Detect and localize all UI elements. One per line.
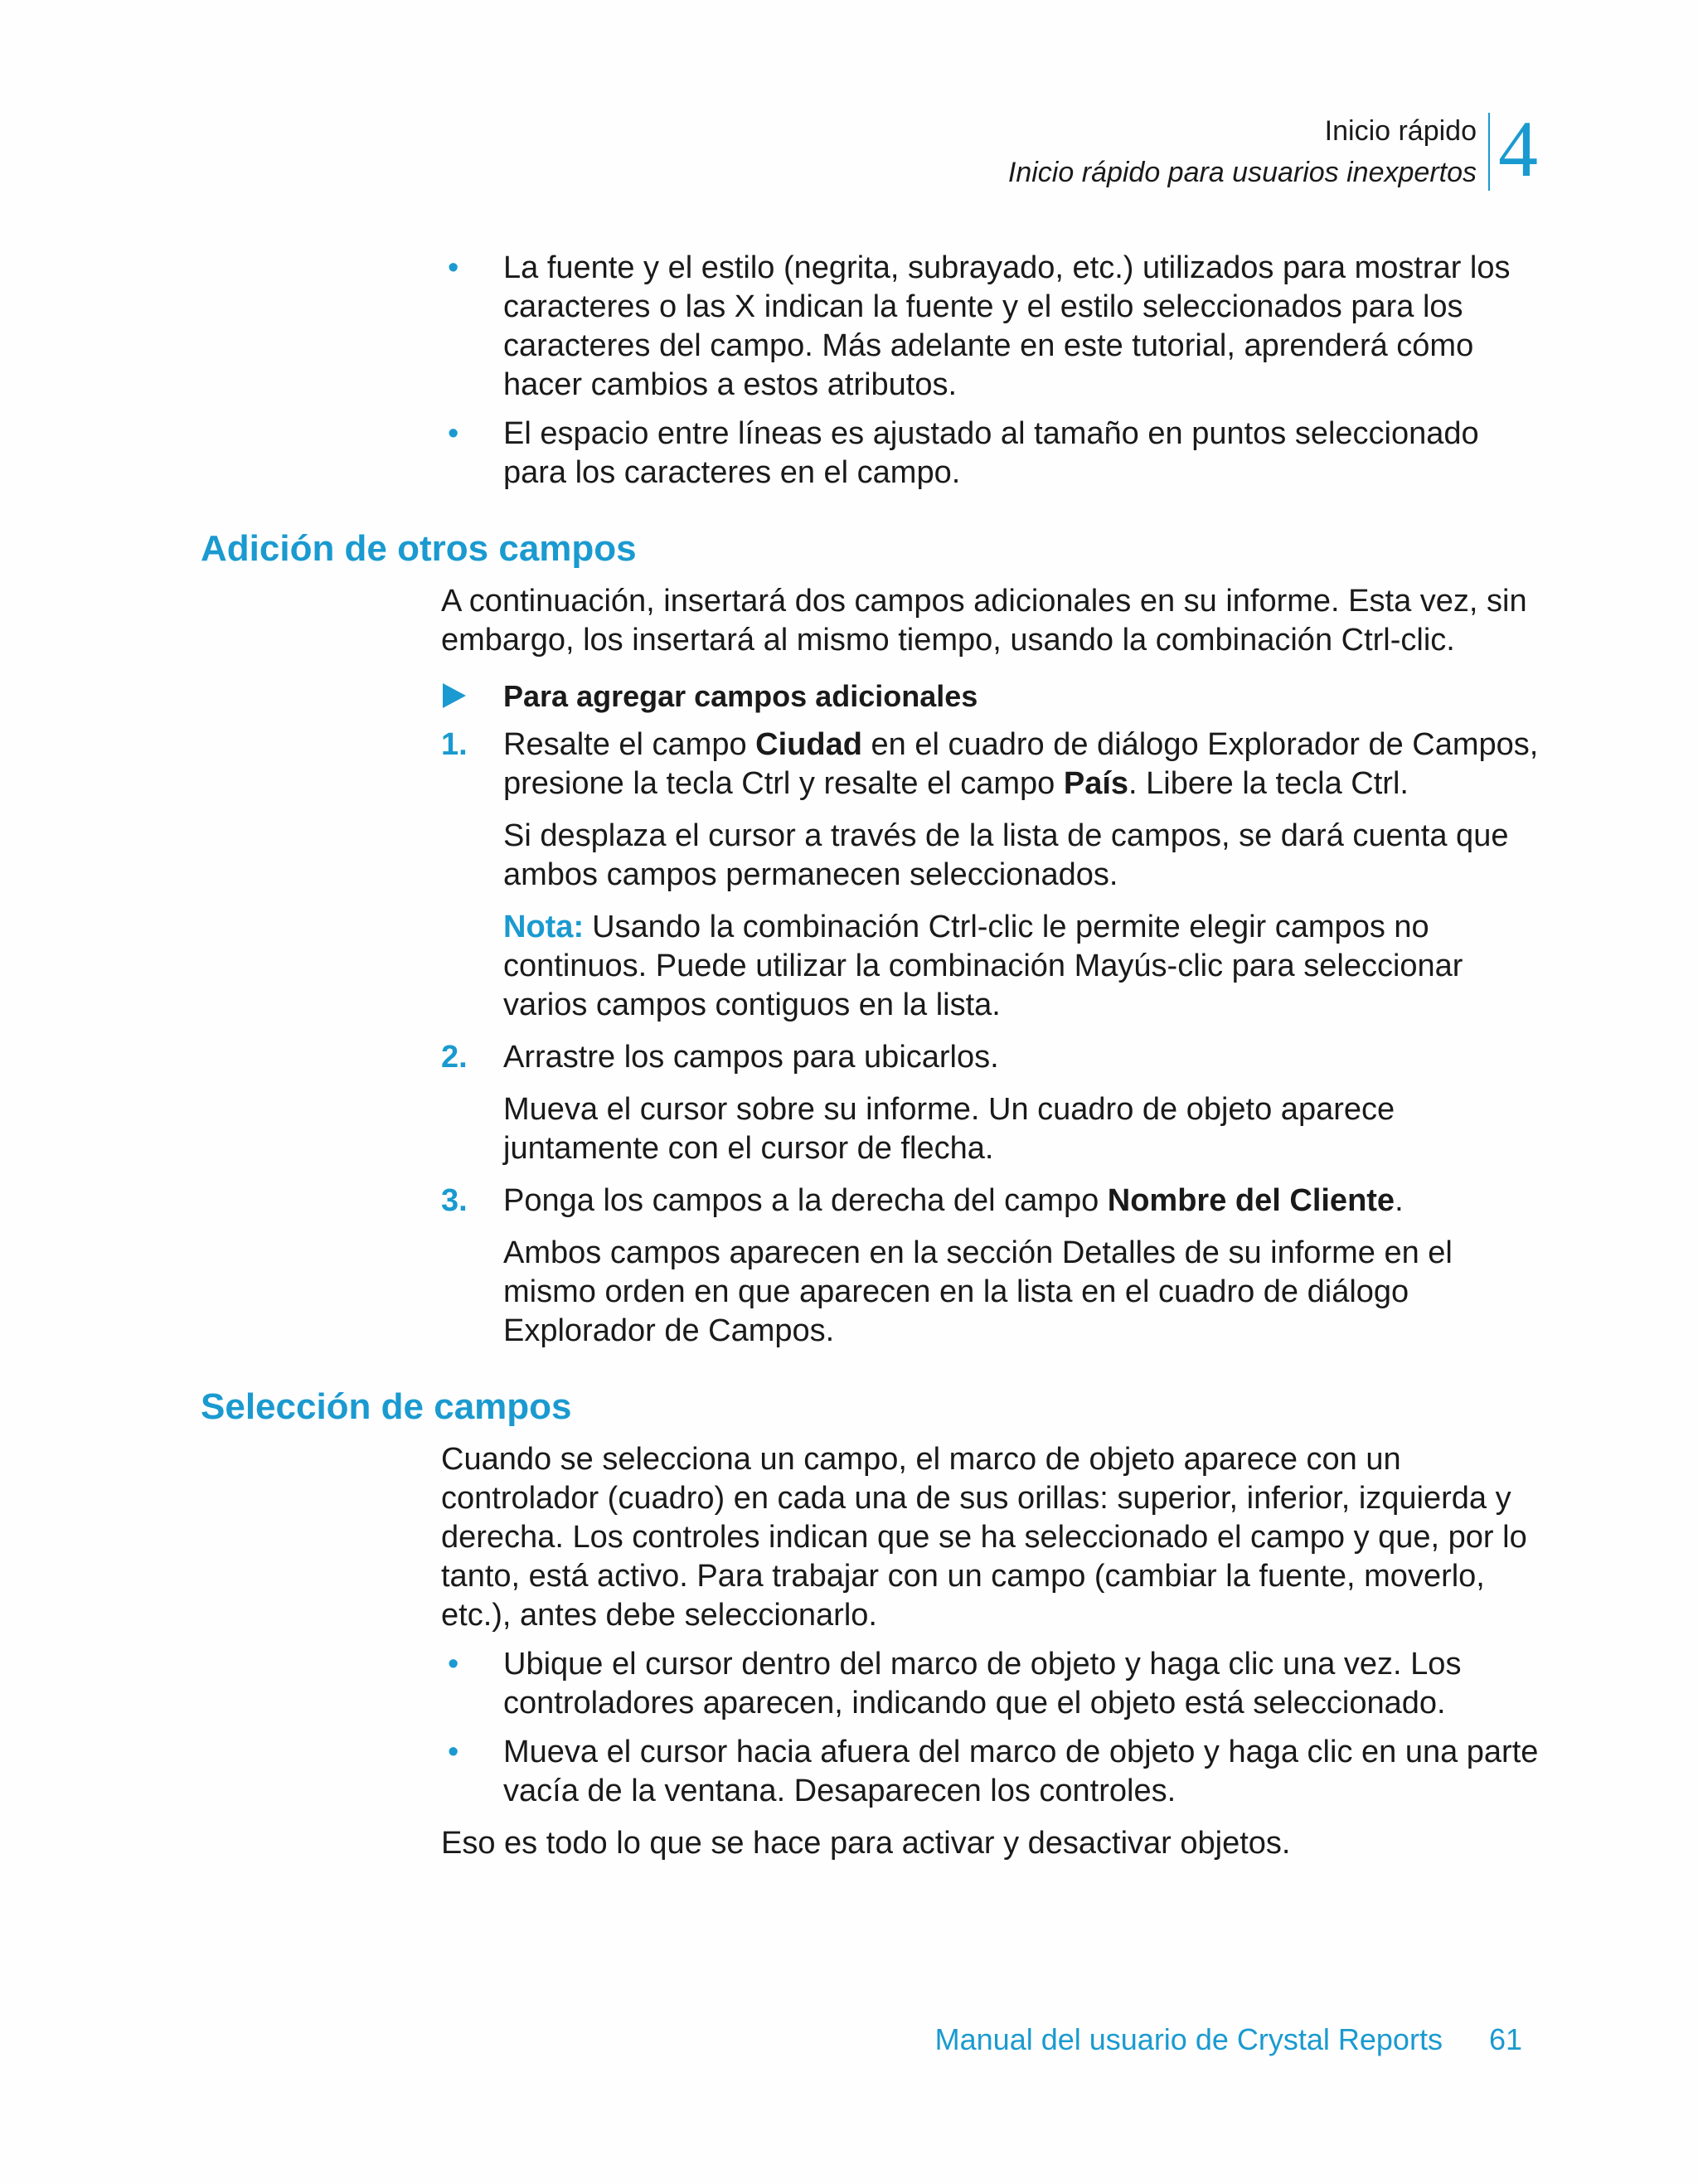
step-text-segment: Resalte el campo: [503, 727, 756, 762]
chapter-title: Inicio rápido: [1324, 115, 1477, 147]
procedure-title: [441, 677, 1698, 716]
step-item: [441, 1182, 1544, 1351]
selection-bullet-list: [441, 1645, 1544, 1811]
step-text-segment: Ponga los campos a la derecha del campo: [503, 1183, 1108, 1218]
section-heading-adicion: Adición de otros campos: [201, 528, 637, 569]
running-header: [1007, 104, 1538, 193]
step-item: [441, 1038, 1544, 1168]
closing-paragraph: Eso es todo lo que se hace para activar y desactivar objetos.: [441, 1826, 1291, 1861]
note-text: Usando la combinación Ctrl-clic le permite elegir campos no continuos. Puede utilizar la combinación Mayús-clic para seleccionar varios campos contiguos en la lista.: [503, 910, 1463, 1022]
page-number: 61: [1488, 2022, 1522, 2056]
step-item: [441, 726, 1544, 1025]
bullet-text: El espacio entre líneas es ajustado al tamaño en puntos seleccionado para los caracteres en el campo.: [503, 416, 1479, 490]
section-heading-seleccion: Selección de campos: [201, 1386, 572, 1427]
procedure-steps: [441, 726, 1544, 1351]
step-bold-term: País: [1063, 766, 1129, 801]
bullet-icon: •: [448, 250, 459, 285]
step-detail: Ambos campos aparecen en la sección Detalles de su informe en el mismo orden en que aparecen en la lista en el cuadro de diálogo Explorador de Campos.: [503, 1235, 1453, 1348]
list-item: [441, 1645, 1544, 1723]
step-text-segment: . Libere la tecla Ctrl.: [1128, 766, 1409, 801]
bullet-icon: •: [448, 1735, 459, 1769]
bullet-text: La fuente y el estilo (negrita, subrayado, etc.) utilizados para mostrar los caracteres o las X indican la fuente y el estilo seleccionados para los caracteres del campo. Más adelante en este tutorial, aprenderá cómo hacer cambios a estos atributos.: [503, 250, 1511, 402]
bullet-icon: •: [448, 416, 459, 451]
step-note: [503, 908, 1544, 1025]
procedure-arrow-icon: [443, 683, 466, 708]
section-intro-paragraph: A continuación, insertará dos campos adicionales en su informe. Esta vez, sin embargo, los insertará al mismo tiempo, usando la combinación Ctrl-clic.: [441, 584, 1527, 658]
page-content: [0, 249, 1698, 1863]
step-text: [503, 1182, 1544, 1221]
section-title: Inicio rápido para usuarios inexpertos: [1007, 157, 1477, 188]
step-detail: Si desplaza el cursor a través de la lista de campos, se dará cuenta que ambos campos permanecen seleccionados.: [503, 818, 1509, 892]
step-number: 1.: [441, 727, 468, 762]
bullet-text: Mueva el cursor hacia afuera del marco de objeto y haga clic en una parte vacía de la ventana. Desaparecen los controles.: [503, 1735, 1539, 1808]
bullet-icon: •: [448, 1647, 459, 1682]
step-text-segment: .: [1395, 1183, 1404, 1218]
bullet-text: Ubique el cursor dentro del marco de objeto y haga clic una vez. Los controladores aparecen, indicando que el objeto está seleccionado.: [503, 1647, 1462, 1721]
list-item: [441, 1733, 1544, 1811]
section-intro-paragraph: Cuando se selecciona un campo, el marco de objeto aparece con un controlador (cuadro) en cada una de sus orillas: superior, inferior, izquierda y derecha. Los controles indican que se ha seleccionado el campo y que, por lo tanto, está activo. Para trabajar con un campo (cambiar la fuente, moverlo, etc.), antes debe seleccionarlo.: [441, 1442, 1527, 1633]
step-detail: Mueva el cursor sobre su informe. Un cuadro de objeto aparece juntamente con el cursor de flecha.: [503, 1092, 1395, 1166]
chapter-number: 4: [1498, 104, 1538, 193]
step-text: [503, 726, 1544, 803]
manual-title: Manual del usuario de Crystal Reports: [934, 2022, 1443, 2056]
step-text-segment: en el cuadro de diálogo Explorador de Campos, presione la tecla Ctrl y resalte el campo: [503, 727, 1539, 801]
note-label: Nota:: [503, 910, 585, 944]
list-item: [441, 249, 1544, 405]
intro-bullet-list: [441, 249, 1544, 493]
running-header-text: [1008, 108, 1488, 193]
step-number: 2.: [441, 1040, 468, 1075]
list-item: [441, 415, 1544, 493]
step-bold-term: Ciudad: [755, 727, 862, 762]
step-text: Arrastre los campos para ubicarlos.: [503, 1040, 999, 1075]
page-footer: [935, 2020, 1522, 2060]
step-bold-term: Nombre del Cliente: [1107, 1183, 1395, 1218]
step-number: 3.: [441, 1183, 468, 1218]
procedure-title-text: Para agregar campos adicionales: [503, 679, 978, 713]
